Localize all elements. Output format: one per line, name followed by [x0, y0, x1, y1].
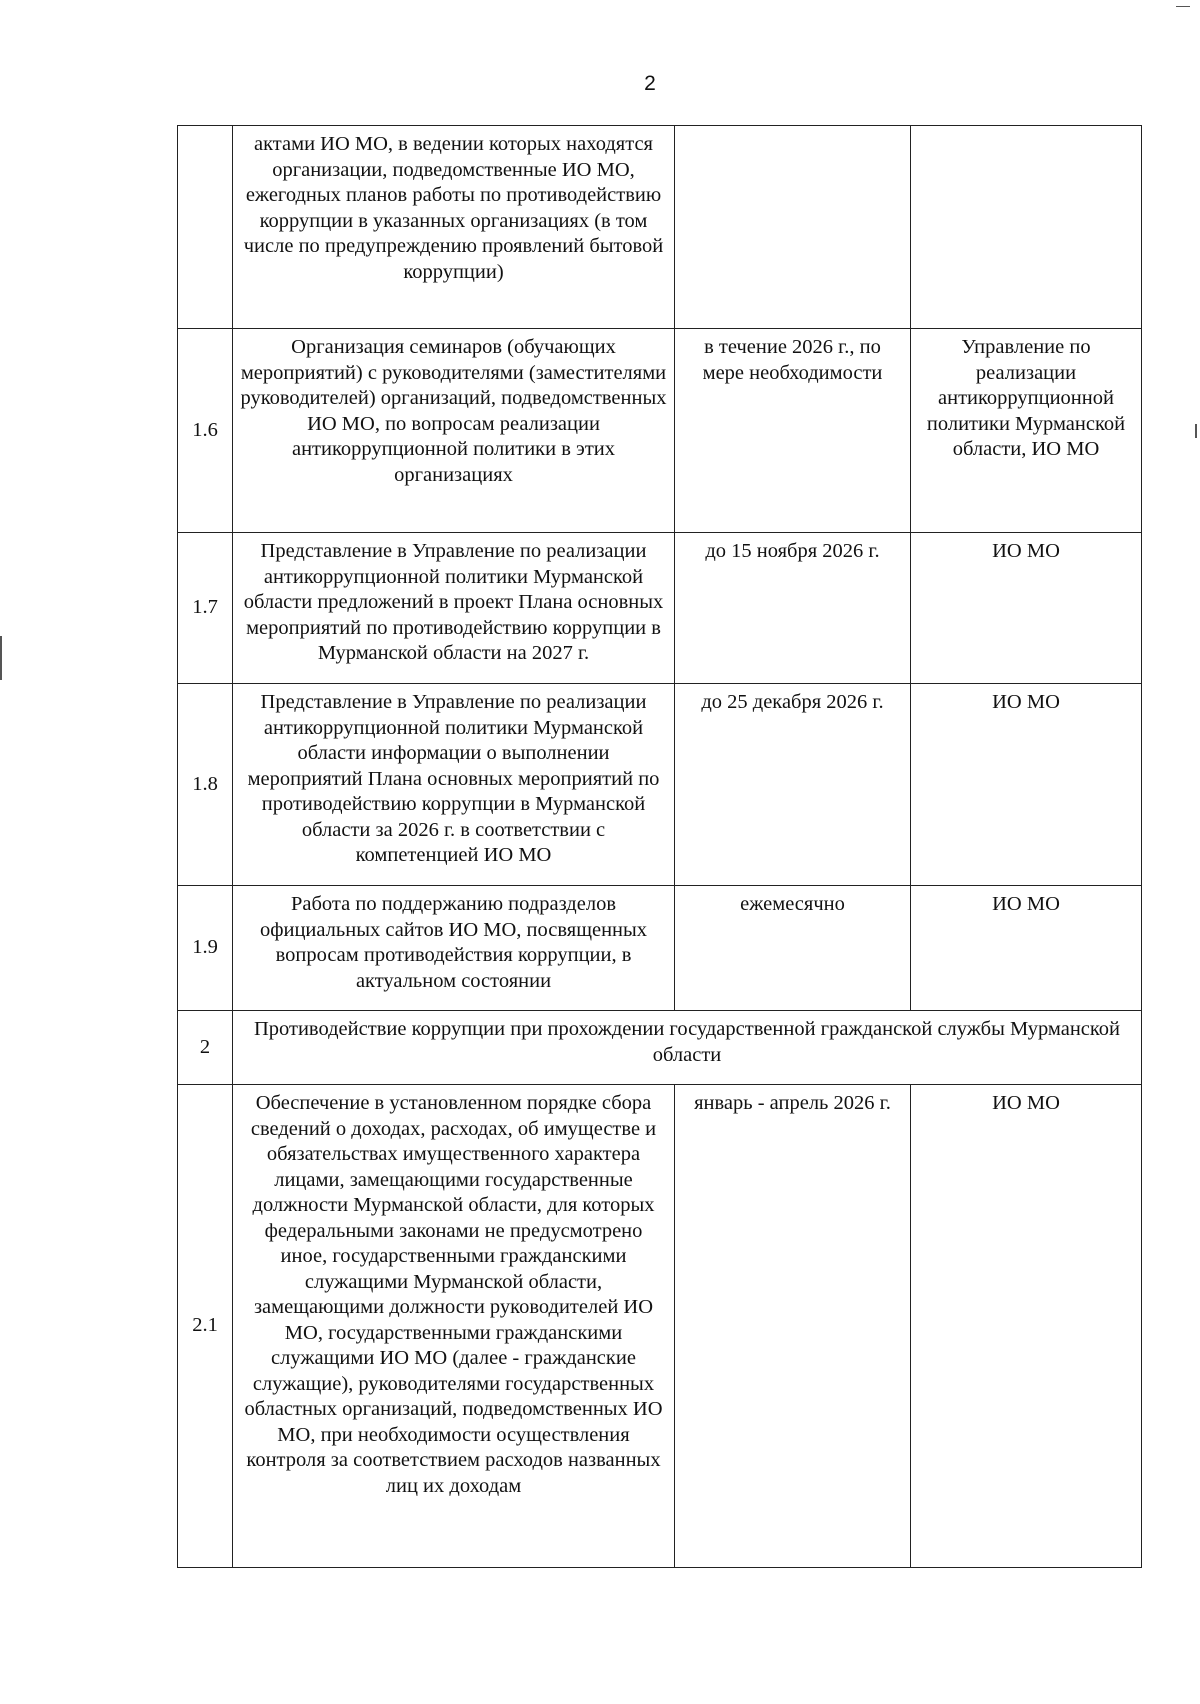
- row-number: 1.9: [178, 886, 233, 1011]
- table-row: [178, 886, 1142, 1011]
- table-row: [178, 1085, 1142, 1568]
- responsible-cell: ИО МО: [911, 1085, 1142, 1568]
- page-number: 2: [644, 72, 656, 95]
- activity-cell: Представление в Управление по реализации антикоррупционной политики Мурманской области информации о выполнении мероприятий Плана основных мероприятий по противодействию коррупции в Мурманской области за 2026 г. в соответствии с компетенцией ИО МО: [233, 684, 675, 886]
- activity-cell: Работа по поддержанию подразделов официальных сайтов ИО МО, посвященных вопросам противодействия коррупции, в актуальном состоянии: [233, 886, 675, 1011]
- row-number: [178, 126, 233, 329]
- scan-mark: [0, 636, 2, 680]
- responsible-cell: ИО МО: [911, 886, 1142, 1011]
- activity-cell: Организация семинаров (обучающих мероприятий) с руководителями (заместителями руководителей) организаций, подведомственных ИО МО, по вопросам реализации антикоррупционной политики в этих организациях: [233, 329, 675, 533]
- table-row: [178, 329, 1142, 533]
- activity-cell: Обеспечение в установленном порядке сбора сведений о доходах, расходах, об имуществе и обязательствах имущественного характера лицами, замещающими государственные должности Мурманской области, для которых федеральными законами не предусмотрено иное, государственными гражданскими служащими Мурманской области, замещающими должности руководителей ИО МО, государственными гражданскими служащими ИО МО (далее - гражданские служащие), руководителями государственных областных организаций, подведомственных ИО МО, при необходимости осуществления контроля за соответствием расходов названных лиц их доходам: [233, 1085, 675, 1568]
- responsible-cell: Управление по реализации антикоррупционной политики Мурманской области, ИО МО: [911, 329, 1142, 533]
- deadline-cell: до 15 ноября 2026 г.: [675, 533, 911, 684]
- deadline-cell: ежемесячно: [675, 886, 911, 1011]
- table-row: [178, 126, 1142, 329]
- row-number: 1.7: [178, 533, 233, 684]
- responsible-cell: ИО МО: [911, 533, 1142, 684]
- row-number: 1.8: [178, 684, 233, 886]
- section-row: [178, 1011, 1142, 1085]
- activity-cell: актами ИО МО, в ведении которых находятся организации, подведомственные ИО МО, ежегодных планов работы по противодействию коррупции в указанных организациях (в том числе по предупреждению проявлений бытовой коррупции): [233, 126, 675, 329]
- section-title: Противодействие коррупции при прохождении государственной гражданской службы Мурманской области: [233, 1011, 1142, 1085]
- plan-table: [177, 125, 1142, 1568]
- activity-cell: Представление в Управление по реализации антикоррупционной политики Мурманской области предложений в проект Плана основных мероприятий по противодействию коррупции в Мурманской области на 2027 г.: [233, 533, 675, 684]
- table-row: [178, 684, 1142, 886]
- row-number: 2.1: [178, 1085, 233, 1568]
- deadline-cell: до 25 декабря 2026 г.: [675, 684, 911, 886]
- table-row: [178, 533, 1142, 684]
- responsible-cell: [911, 126, 1142, 329]
- deadline-cell: январь - апрель 2026 г.: [675, 1085, 911, 1568]
- responsible-cell: ИО МО: [911, 684, 1142, 886]
- deadline-cell: в течение 2026 г., по мере необходимости: [675, 329, 911, 533]
- row-number: 1.6: [178, 329, 233, 533]
- deadline-cell: [675, 126, 911, 329]
- scan-mark: [1195, 424, 1197, 438]
- section-number: 2: [178, 1011, 233, 1085]
- scan-mark: [1176, 6, 1190, 7]
